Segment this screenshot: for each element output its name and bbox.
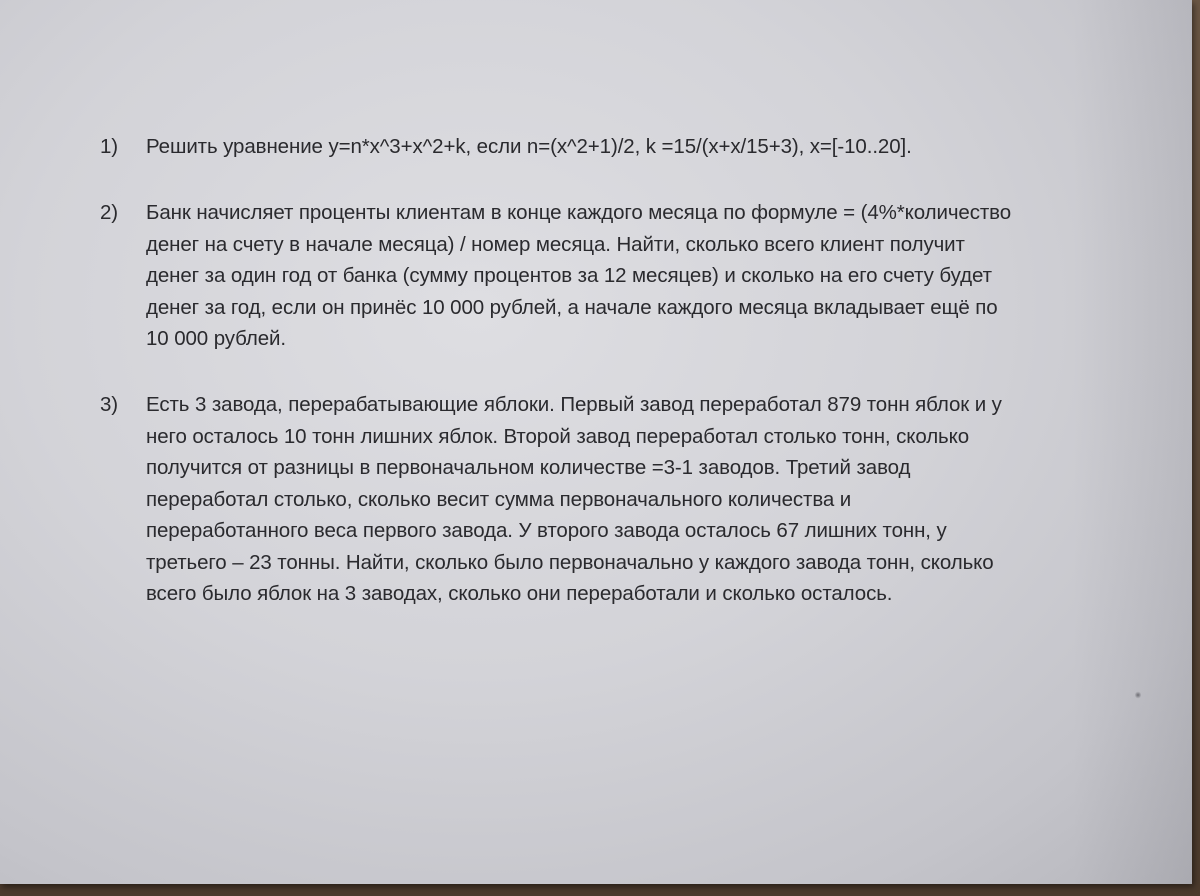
task-text bbox=[146, 389, 1114, 610]
text-line: денег за один год от банка (сумму процентов за 12 месяцев) и сколько на его счету будет bbox=[146, 264, 992, 287]
text-line: Есть 3 завода, перерабатывающие яблоки. Первый завод переработал 879 тонн яблок и у bbox=[146, 393, 1002, 416]
task-number: 1) bbox=[100, 135, 119, 158]
text-line: получится от разницы в первоначальном количестве =3-1 заводов. Третий завод bbox=[146, 456, 911, 479]
text-line: третьего – 23 тонны. Найти, сколько было первоначально у каждого завода тонн, сколько bbox=[146, 550, 994, 574]
paper-speck bbox=[1135, 691, 1141, 699]
text-line: переработал столько, сколько весит сумма первоначального количества и bbox=[146, 487, 852, 511]
text-line: денег за год, если он принёс 10 000 рублей, а начале каждого месяца вкладывает ещё по bbox=[146, 295, 998, 319]
text-line: него осталось 10 тонн лишних яблок. Второй завод переработал столько тонн, сколько bbox=[146, 424, 970, 448]
text-line: переработанного веса первого завода. У второго завода осталось 67 лишних тонн, у bbox=[146, 519, 947, 542]
text-line: Банк начисляет проценты клиентам в конце каждого месяца по формуле = (4%*количество bbox=[146, 201, 1012, 224]
text-line: Решить уравнение y=n*x^3+x^2+k, если n=(x^2+1)/2, k =15/(x+x/15+3), x=[-10..20]. bbox=[146, 135, 912, 158]
task-text bbox=[146, 197, 1114, 355]
task-number: 2) bbox=[100, 201, 119, 224]
text-line: денег на счету в начале месяца) / номер месяца. Найти, сколько всего клиент получит bbox=[146, 232, 965, 256]
text-line: всего было яблок на 3 заводах, сколько они переработали и сколько осталось. bbox=[146, 582, 893, 605]
task-number: 3) bbox=[100, 393, 119, 416]
text-line: 10 000 рублей. bbox=[146, 327, 286, 350]
task-text bbox=[146, 131, 1114, 163]
